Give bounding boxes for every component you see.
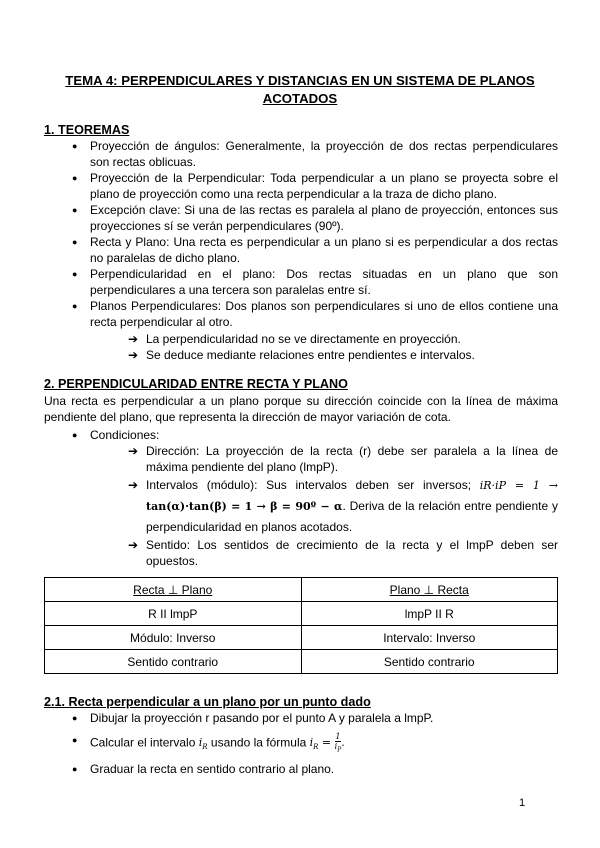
condition-intervals-text-2: . Deriva de la relación entre pendiente y perpendicularidad en planos acotados. <box>146 499 558 534</box>
section-2-intro: Una recta es perpendicular a un plano porque su dirección coincide con la línea de máxima pendiente del plano, que representa la dirección de mayor variación de cota. <box>44 394 558 424</box>
angle-formula: tan(α)·tan(β) = 1 → β = 90º − α <box>146 500 343 513</box>
math-sub-r: R <box>313 743 319 752</box>
condition-sense: ➔ Sentido: Los sentidos de crecimiento de la recta y el lmpP deben ser opuestos. <box>146 537 558 569</box>
section-1-heading: 1. TEOREMAS <box>44 123 130 137</box>
table-row <box>45 650 558 674</box>
interval-formula: iR·iP = 1 → <box>479 479 558 492</box>
condition-direction: ➔ Dirección: La proyección de la recta (r) debe ser paralela a la línea de máxima pendiente del plano (lmpP). <box>146 443 558 475</box>
math-i: i <box>309 736 314 750</box>
table-cell: Intervalo: Inverso <box>301 626 558 650</box>
header-label: Plano ⊥ Recta <box>389 582 469 597</box>
table-cell: Sentido contrario <box>45 650 302 674</box>
table-header-cell <box>45 578 302 602</box>
list-item: ● Dibujar la proyección r pasando por el punto A y paralela a lmpP. <box>90 710 558 726</box>
table-cell: R II lmpP <box>45 602 302 626</box>
condition-intervals <box>146 475 558 537</box>
interval-formula-inverse: $i_R$ = $\frac{1}{i_P}$ . <box>309 732 345 754</box>
conditions-list <box>90 427 558 443</box>
comparison-table <box>44 577 558 674</box>
conditions-sublist <box>90 443 558 569</box>
theorems-sublist <box>90 331 558 363</box>
page-number: 1 <box>519 797 526 809</box>
theorems-list <box>90 138 558 330</box>
condition-intervals-text: Intervalos (módulo): Sus intervalos deben ser inversos; <box>146 478 472 492</box>
header-label: Recta ⊥ Plano <box>133 582 213 597</box>
item-text: Calcular el intervalo <box>90 735 196 750</box>
list-item: ● Proyección de ángulos: Generalmente, la proyección de dos rectas perpendiculares son rectas oblicuas. <box>90 138 558 170</box>
sub-list-item: ➔ La perpendicularidad no se ve directamente en proyección. <box>146 331 558 347</box>
table-row <box>45 626 558 650</box>
math-sub-p: P <box>337 746 342 754</box>
fraction-numerator: 1 <box>335 732 341 741</box>
list-item: ● Perpendicularidad en el plano: Dos rectas situadas en un plano que son perpendiculares a una tercera son paralelas entre sí. <box>90 266 558 298</box>
table-cell: Módulo: Inverso <box>45 626 302 650</box>
interval-symbol <box>198 736 208 752</box>
table-cell: lmpP II R <box>301 602 558 626</box>
list-item: ● Condiciones: <box>90 427 558 443</box>
section-2-1-heading: 2.1. Recta perpendicular a un plano por un punto dado <box>44 695 371 709</box>
math-sub-r: R <box>202 743 208 752</box>
list-item: ● Proyección de la Perpendicular: Toda perpendicular a un plano se proyecta sobre el plano de proyección como una recta perpendicular a la traza de dicho plano. <box>90 170 558 202</box>
table-header-row <box>45 578 558 602</box>
table-header-cell <box>301 578 558 602</box>
list-item: ● Graduar la recta en sentido contrario al plano. <box>90 761 558 777</box>
section-2-heading: 2. PERPENDICULARIDAD ENTRE RECTA Y PLANO <box>44 377 348 391</box>
sub-list-item: ➔ Se deduce mediante relaciones entre pendientes e intervalos. <box>146 347 558 363</box>
document-title: TEMA 4: PERPENDICULARES Y DISTANCIAS EN UN SISTEMA DE PLANOS ACOTADOS <box>65 73 535 106</box>
procedure-list <box>90 710 558 777</box>
list-item: ● Planos Perpendiculares: Dos planos son perpendiculares si uno de ellos contiene una recta perpendicular al otro. <box>90 298 558 330</box>
list-item: ● Recta y Plano: Una recta es perpendicular a un plano si es perpendicular a dos rectas no paralelas de dicho plano. <box>90 234 558 266</box>
list-item <box>90 732 558 755</box>
item-text-mid: usando la fórmula <box>210 735 307 750</box>
list-item: ● Excepción clave: Si una de las rectas es paralela al plano de proyección, entonces sus proyecciones sí se verán perpendiculares (90º). <box>90 202 558 234</box>
math-i: i <box>198 736 203 750</box>
math-i: i <box>334 742 338 751</box>
table-row <box>45 602 558 626</box>
table-cell: Sentido contrario <box>301 650 558 674</box>
